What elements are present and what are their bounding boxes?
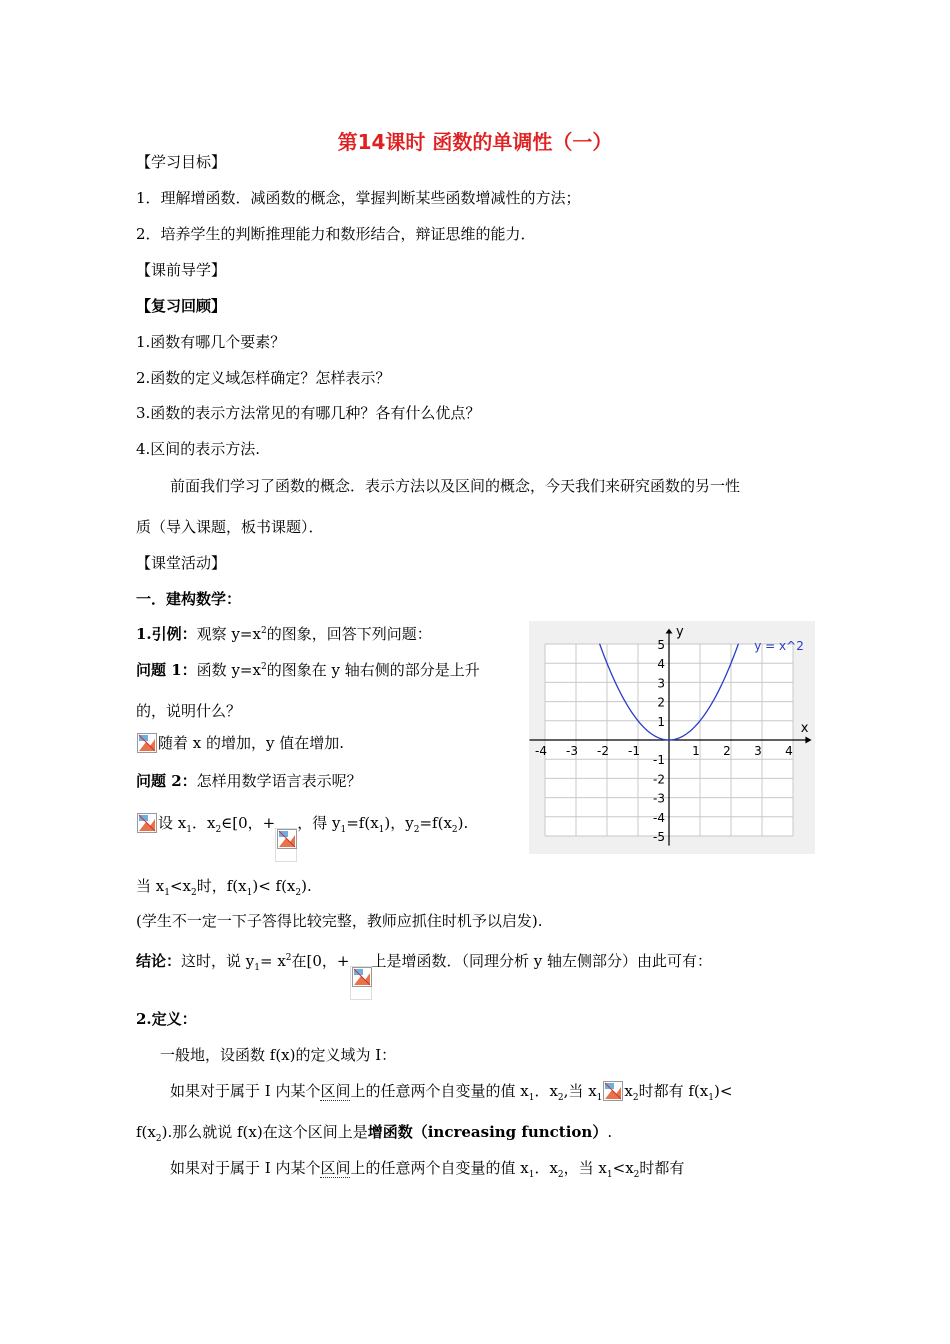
intro-line-2: 质（导入课题，板书课题）． [136,518,324,536]
broken-image-icon [137,733,157,753]
x-tick-label: -4 [535,744,547,758]
y-tick-label: -1 [653,753,665,768]
question-2: 问题 2：怎样用数学语言表示呢？ [136,772,362,790]
review-question-3: 3.函数的表示方法常见的有哪几种？各有什么优点？ [136,404,481,422]
y-tick-label: -2 [653,772,665,787]
answer-1: 随着 x 的增加，y 值在增加. [136,733,344,753]
x-axis-label: x [800,721,809,736]
parabola-graph [529,621,815,854]
review-question-2: 2.函数的定义域怎样确定？怎样表示？ [136,369,391,387]
y-axis-arrow [666,629,673,634]
section2-heading: 2.定义： [136,1010,197,1028]
y-tick-label: 5 [657,638,665,652]
when-line: 当 $x_1<x_2$时，$f(x_1)< f(x_2)$. [136,877,312,898]
broken-image-icon [603,1081,623,1101]
objectives-heading: 【学习目标】 [136,153,227,171]
section1-heading: 一．建构数学： [136,590,242,608]
question-2-label: 问题 2： [136,772,197,790]
x-tick-label: 3 [754,744,762,758]
answer-2: 设 $x_1$．$x_2\in[0$，+ ，得 $y_1=f(x_1)$，$y_2=f(x_2)$. [136,813,468,862]
legend-label: y = x^2 [754,638,804,653]
review-question-1: 1.函数有哪几个要素？ [136,333,286,351]
preview-heading: 【课前导学】 [136,261,227,279]
x-axis-arrow [805,737,811,744]
question-1-line2: 的，说明什么？ [136,702,242,720]
y-tick-label: -4 [653,810,665,825]
example-line: 1.引例：观察 $y=x^2$的图象，回答下列问题： [136,625,432,643]
infinity-image-placeholder [275,828,297,862]
conclusion: 结论：这时，说 $y_1= x^2$在[0，+ 上是增函数．（同理分析 y 轴左侧部分）由此可有： [136,951,712,1000]
infinity-image-placeholder [350,966,372,1000]
x-tick-label: -3 [566,744,578,758]
y-tick-label: 1 [657,714,665,729]
conclusion-label: 结论： [136,952,182,970]
page-title: 第14课时 函数的单调性（一） [337,130,613,154]
x-tick-label: -2 [597,744,609,758]
definition-intro: 一般地，设函数 f(x)的定义域为 I： [160,1046,397,1064]
definition-decreasing: 如果对于属于 I 内某个区间上的任意两个自变量的值 $x_1$．$x_2$，当 $x_1<x_2$时都有 [170,1159,685,1180]
definition-increasing: 如果对于属于 I 内某个区间上的任意两个自变量的值 $x_1$．$x_2$,当 $x_1$ $x_2$时都有 $f(x_1)<$ [170,1082,733,1103]
broken-image-icon [352,967,372,987]
x-tick-label: 4 [785,744,793,758]
teacher-note: (学生不一定一下子答得比较完整，教师应抓住时机予以启发). [136,912,543,930]
class-heading: 【课堂活动】 [136,554,227,572]
question-1: 问题 1：函数 $y=x^2$的图象在 y 轴右侧的部分是上升 [136,661,480,679]
increasing-function-term: 增函数（increasing function） [367,1123,608,1141]
y-tick-label: 2 [657,695,665,710]
review-heading: 【复习回顾】 [136,297,227,315]
broken-image-icon [277,829,297,849]
y-tick-label: -3 [653,791,665,806]
x-tick-label: 2 [723,744,731,758]
question-1-label: 问题 1： [136,661,197,679]
objective-2: 2．培养学生的判断推理能力和数形结合，辩证思维的能力． [136,225,536,243]
review-question-4: 4.区间的表示方法. [136,440,261,458]
y-tick-label: 4 [657,657,665,672]
x-tick-label: -1 [628,744,640,758]
y-axis-label: y [676,624,684,640]
broken-image-icon [137,813,157,833]
y-tick-label: 3 [657,676,665,691]
objective-1: 1．理解增函数．减函数的概念，掌握判断某些函数增减性的方法； [136,189,581,207]
example-label: 1.引例： [136,625,197,643]
y-tick-label: -5 [653,830,665,844]
intro-line-1: 前面我们学习了函数的概念．表示方法以及区间的概念，今天我们来研究函数的另一性 [170,477,741,495]
parabola-svg [529,621,815,854]
definition-increasing-line2: $f(x_2)$.那么就说 f(x)在这个区间上是增函数（increasing function）. [136,1123,613,1144]
x-tick-label: 1 [692,744,700,758]
